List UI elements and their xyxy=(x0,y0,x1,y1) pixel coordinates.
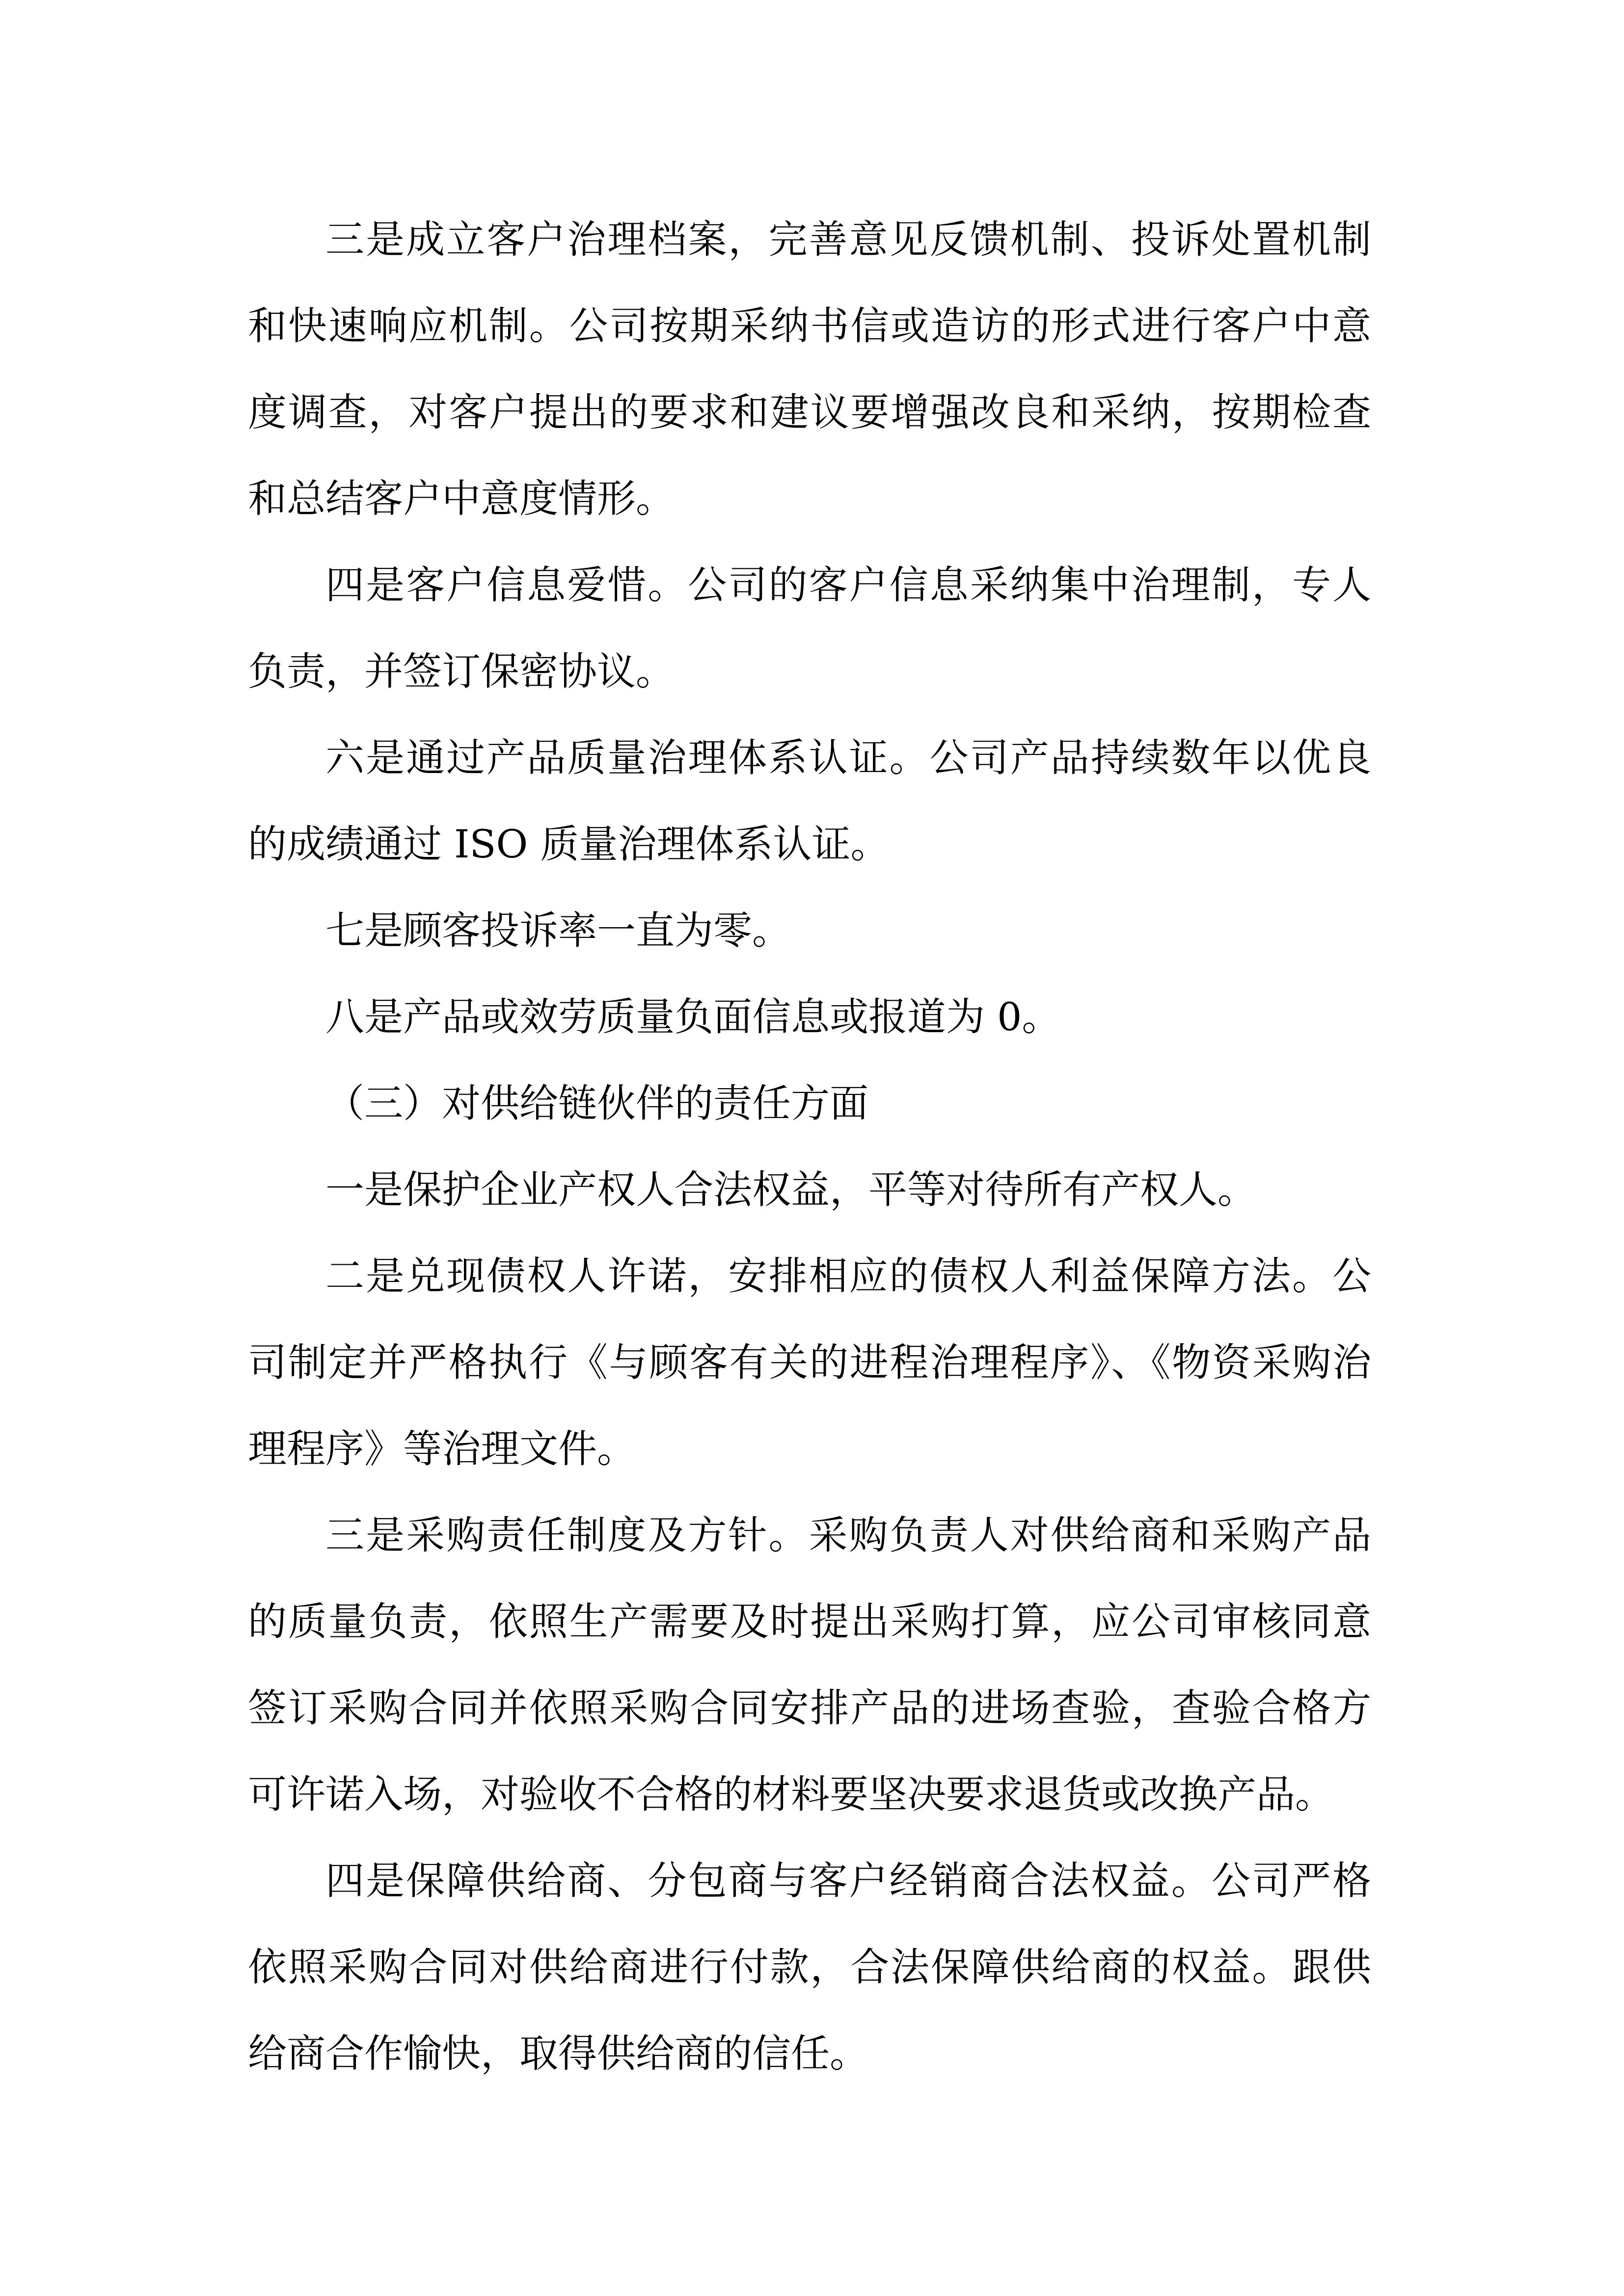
paragraph: 四是保障供给商、分包商与客户经销商合法权益。公司严格依照采购合同对供给商进行付款，合法保障供给商的权益。跟供给商合作愉快，取得供给商的信任。 xyxy=(248,1858,1371,2076)
paragraph: 三是采购责任制度及方针。采购负责人对供给商和采购产品的质量负责，依照生产需要及时提出采购打算，应公司审核同意签订采购合同并依照采购合同安排产品的进场查验，查验合格方可许诺入场，对验收不合格的材料要坚决要求退货或改换产品。 xyxy=(248,1513,1371,1817)
paragraph: 七是顾客投诉率一直为零。 xyxy=(325,908,791,953)
paragraph: 二是兑现债权人许诺，安排相应的债权人利益保障方法。公司制定并严格执行《与顾客有关的进程治理程序》、《物资采购治理程序》等治理文件。 xyxy=(248,1254,1371,1471)
paragraph-container xyxy=(248,196,1371,2097)
paragraph: （三）对供给链伙伴的责任方面 xyxy=(325,1081,868,1126)
paragraph: 三是成立客户治理档案，完善意见反馈机制、投诉处置机制和快速响应机制。公司按期采纳书信或造访的形式进行客户中意度调查，对客户提出的要求和建议要增强改良和采纳，按期检查和总结客户中意度情形。 xyxy=(248,217,1371,521)
paragraph: 六是通过产品质量治理体系认证。公司产品持续数年以优良的成绩通过 ISO 质量治理体系认证。 xyxy=(248,735,1371,867)
paragraph: 四是客户信息爱惜。公司的客户信息采纳集中治理制，专人负责，并签订保密协议。 xyxy=(248,562,1371,694)
paragraph: 八是产品或效劳质量负面信息或报道为 0。 xyxy=(325,994,1061,1040)
paragraph: 一是保护企业产权人合法权益，平等对待所有产权人。 xyxy=(325,1167,1256,1212)
